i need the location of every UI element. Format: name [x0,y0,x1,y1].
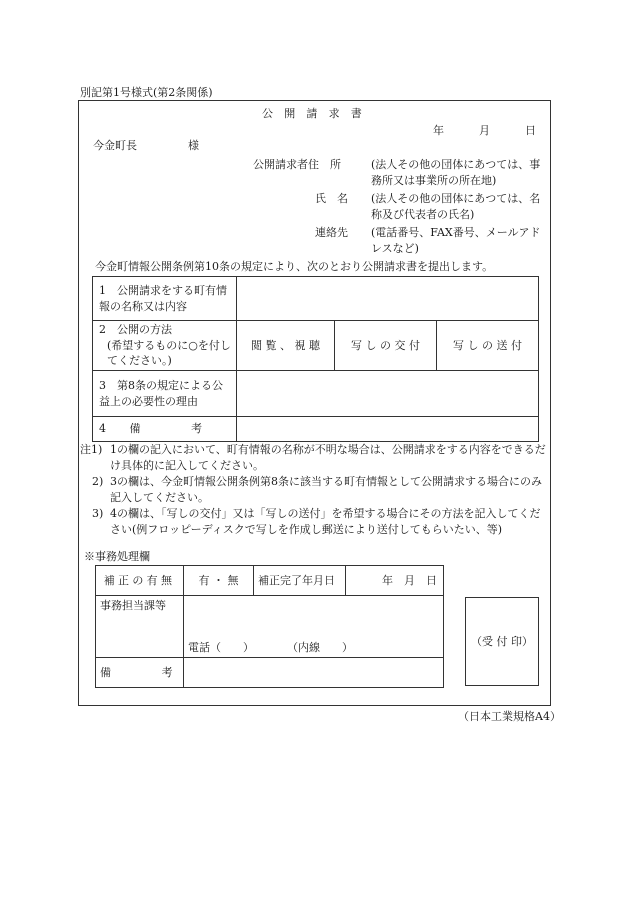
address-label: 公開請求者住 所 [253,158,341,171]
row4-label-cell [93,417,237,442]
row1-input[interactable] [237,277,539,321]
receipt-stamp-box [465,597,539,686]
row3-label-cell [93,371,237,417]
row3-input[interactable] [237,371,539,417]
intro-text: 今金町情報公開条例第10条の規定により、次のとおり公開請求書を提出します。 [95,260,494,273]
row4-input[interactable] [237,417,539,442]
office-remarks-label: 備 考 [100,665,177,679]
note-2-number: 2) [92,475,104,488]
note-3-number: 3) [92,507,104,520]
office-row-correction [96,566,444,596]
office-remarks-input[interactable] [184,658,444,688]
row1-label-cell [93,277,237,321]
date-year: 年 [433,124,444,137]
staff-label: 事務担当課等 [100,599,166,612]
contact-label: 連絡先 [315,226,348,239]
name-label: 氏 名 [315,192,348,205]
row4-number: 4 [99,422,106,436]
method-send-label: 写 し の 送 付 [453,338,522,352]
correction-value-label: 有 ・ 無 [198,573,239,587]
contact-note: (電話番号、FAX番号、メールアドレスなど) [371,226,541,255]
office-row-remarks [96,658,444,688]
phone-line: 電話（ ） （内線 ） [188,641,353,655]
staff-input[interactable] [184,596,444,658]
office-remarks-label-cell [96,658,184,688]
row2-label-cell [93,321,237,371]
completion-label-cell [254,566,346,596]
name-note: (法人その他の団体にあつては、名称及び代表者の氏名) [371,192,541,221]
method-view-label: 閲 覧 、 視 聴 [251,338,320,352]
date-month: 月 [479,124,490,137]
row-public-interest [93,371,539,417]
date-line [433,123,536,139]
correction-value[interactable] [184,566,254,596]
correction-label: 補正の有無 [103,573,176,587]
row3-label: 3 第8条の規定による公益上の必要性の理由 [99,378,223,408]
correction-label-cell [96,566,184,596]
note-1: 1の欄の記入において、町有情報の名称が不明な場合は、公開請求をする内容をできるだけ具体的に記入してください。 [110,443,546,472]
note-prefix: 注1) [80,443,103,456]
request-table [92,276,539,442]
row-remarks [93,417,539,442]
recipient-honorific: 様 [188,139,199,152]
method-view-option[interactable] [237,321,335,371]
date-day: 日 [525,124,536,137]
staff-label-cell [96,596,184,658]
completion-date[interactable] [346,566,444,596]
method-copy-label: 写 し の 交 付 [351,338,420,352]
office-table [95,565,444,688]
recipient: 今金町長 [93,139,137,152]
footer-standard: （日本工業規格A4） [458,710,561,723]
address-note: (法人その他の団体にあつては、事務所又は事業所の所在地) [371,158,541,187]
completion-label: 補正完了年月日 [258,573,335,587]
method-copy-option[interactable] [335,321,437,371]
row2-label: 2 公開の方法 [99,322,172,336]
row-info-name [93,277,539,321]
form-number-label: 別記第1号様式(第2条関係) [80,86,213,99]
note-3: 4の欄は、「写しの交付」又は「写しの送付」を希望する場合にその方法を記入してください(例フロッピーディスクで写しを作成し郵送により送付してもらいたい、等) [110,507,541,536]
method-send-option[interactable] [437,321,539,371]
completion-date-label: 年 月 日 [382,573,437,587]
note-2: 3の欄は、今金町情報公開条例第8条に該当する町有情報として公開請求する場合にのみ記入してください。 [110,475,542,504]
form-title: 公 開 請 求 書 [262,107,366,120]
office-row-staff [96,596,444,658]
row4-label: 備 考 [129,422,207,436]
office-heading: ※事務処理欄 [84,550,150,563]
row-method [93,321,539,371]
row2-sub: (希望するものに○を付してください。) [107,338,231,368]
row1-label: 1 公開請求をする町有情報の名称又は内容 [99,283,227,313]
receipt-stamp-label: （受 付 印） [471,634,533,648]
